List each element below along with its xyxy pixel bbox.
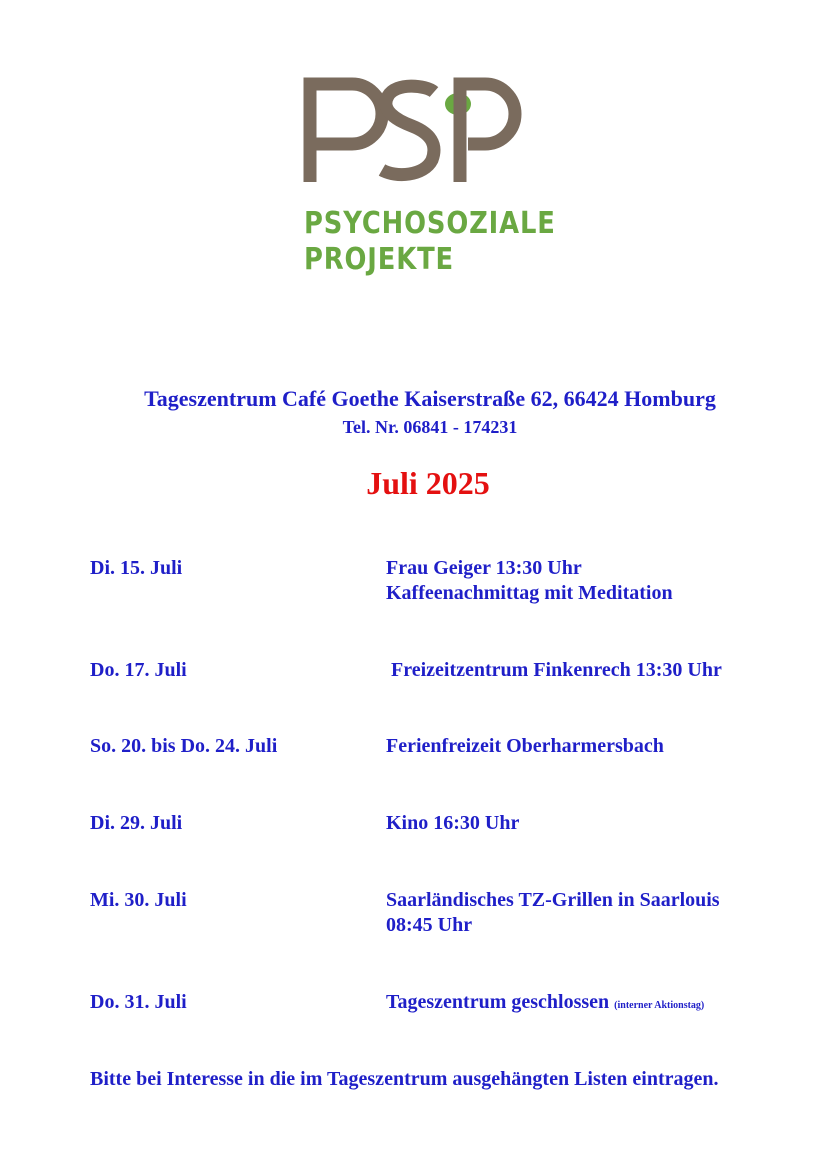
logo-line-1: PSYCHOSOZIALE: [304, 206, 556, 241]
event-description-line-2: 08:45 Uhr: [386, 914, 473, 936]
event-date: Di. 29. Juli: [90, 812, 183, 834]
event-description: Kino 16:30 Uhr: [386, 812, 520, 834]
event-date: Di. 15. Juli: [90, 557, 183, 579]
event-description-text: Tageszentrum geschlossen: [386, 991, 610, 1013]
logo-wordmark: [304, 206, 597, 278]
event-description: Freizeitzentrum Finkenrech 13:30 Uhr: [386, 659, 722, 681]
event-description-line-2: Kaffeenachmittag mit Meditation: [386, 582, 673, 604]
psp-logo: [300, 70, 560, 285]
event-description: Frau Geiger 13:30 Uhr: [386, 557, 582, 579]
event-date: Do. 31. Juli: [90, 991, 187, 1013]
event-description: Ferienfreizeit Oberharmersbach: [386, 735, 664, 757]
psp-logo-mark: [300, 70, 530, 190]
footer-note: Bitte bei Interesse in die im Tageszentrum ausgehängten Listen eintragen.: [90, 1068, 719, 1090]
event-date: Do. 17. Juli: [90, 659, 187, 681]
event-date: Mi. 30. Juli: [90, 889, 187, 911]
event-date: So. 20. bis Do. 24. Juli: [90, 735, 278, 757]
event-note: (interner Aktionstag): [614, 1000, 705, 1011]
event-description: Saarländisches TZ-Grillen in Saarlouis: [386, 889, 720, 911]
phone-number: Tel. Nr. 06841 - 174231: [342, 417, 518, 437]
address-heading: Tageszentrum Café Goethe Kaiserstraße 62, 66424 Homburg: [144, 386, 716, 411]
month-title: Juli 2025: [366, 465, 490, 501]
logo-line-2: PROJEKTE: [304, 242, 455, 277]
event-description: [386, 990, 704, 1018]
